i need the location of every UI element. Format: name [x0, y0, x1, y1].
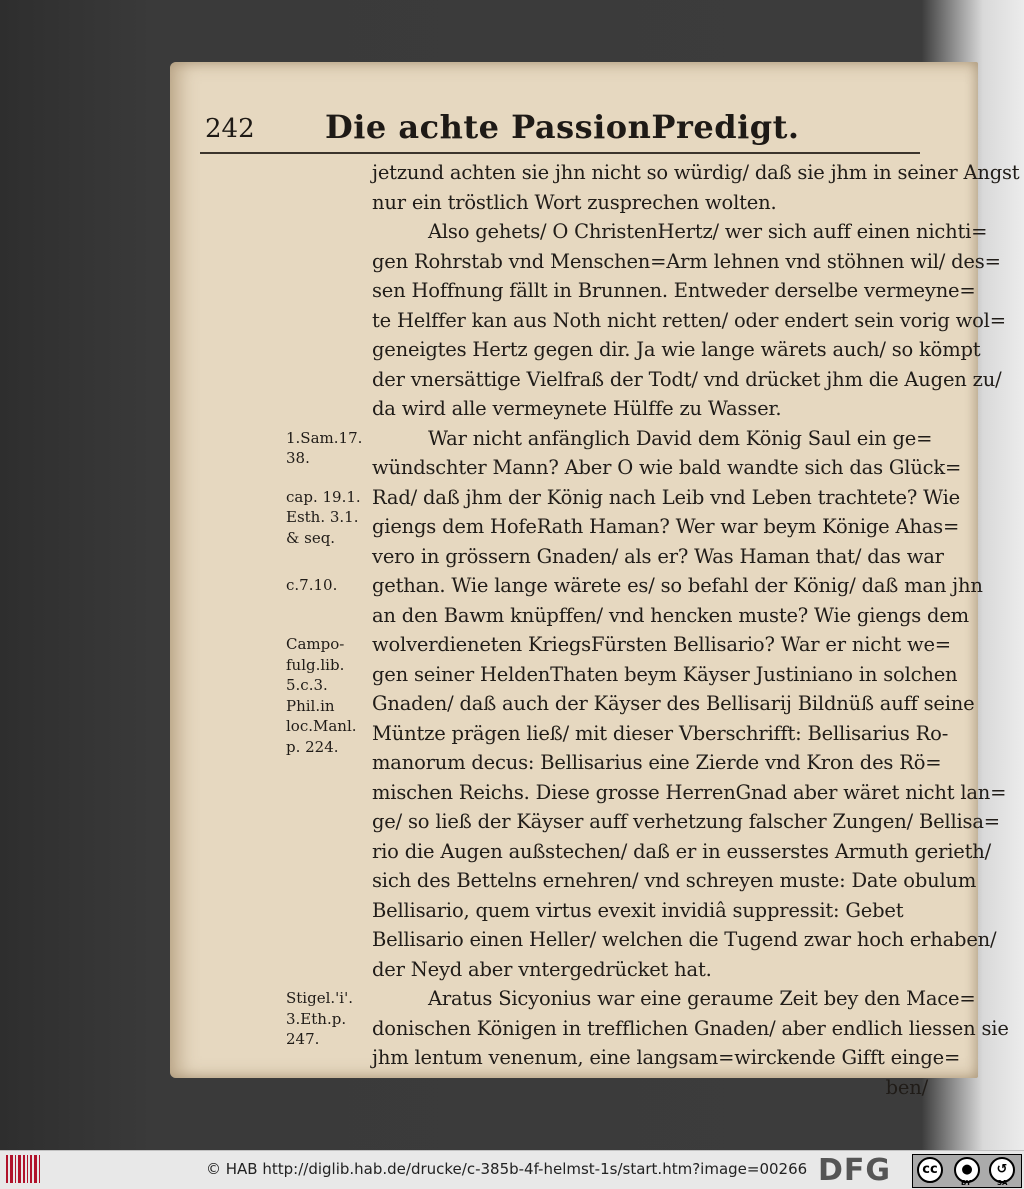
marginal-note-line: Stigel.'i'.	[286, 989, 353, 1007]
by-icon: ●	[954, 1157, 980, 1183]
running-head	[205, 106, 925, 152]
cc-icon: cc	[917, 1157, 943, 1183]
marginal-note	[286, 428, 376, 469]
marginal-note-line: 1.Sam.17.	[286, 428, 363, 447]
text-line: War nicht anfänglich David dem König Saul ein ge=	[428, 426, 933, 450]
text-line: nur ein tröstlich Wort zusprechen wolten.	[372, 190, 777, 214]
marginal-note-line: Esth. 3.1.	[286, 508, 359, 526]
marginal-note-line: 38.	[286, 449, 310, 467]
text-line: wolverdieneten KriegsFürsten Bellisario? War er nicht we=	[372, 633, 951, 656]
dfg-logo: DFG	[818, 1153, 892, 1188]
text-line: gen seiner HeldenThaten beym Käyser Justiniano in solchen	[372, 662, 958, 686]
text-line: jhm lentum venenum, eine langsam=wirckende Gifft einge=	[372, 1046, 961, 1069]
marginal-note	[286, 487, 376, 549]
marginal-note-line: p. 224.	[286, 737, 339, 756]
text-line: an den Bawm knüpffen/ vnd hencken muste? Wie giengs dem	[372, 603, 969, 627]
marginal-note-line: Campo-	[286, 635, 345, 653]
marginal-note-line: 247.	[286, 1030, 320, 1048]
marginal-note-line: Phil.in	[286, 696, 335, 715]
text-line: ge/ so ließ der Käyser auff verhetzung falscher Zungen/ Bellisa=	[372, 810, 1000, 833]
running-title: Die achte PassionPredigt.	[325, 108, 800, 146]
text-line: donischen Königen in trefflichen Gnaden/ aber endlich liessen sie	[372, 1016, 1009, 1040]
text-line: vero in grössern Gnaden/ als er? Was Haman that/ das war	[372, 544, 944, 568]
sa-label: SA	[997, 1179, 1008, 1187]
text-line: rio die Augen außstechen/ daß er in eusserstes Armuth gerieth/	[372, 839, 991, 863]
text-line: Rad/ daß jhm der König nach Leib vnd Leben trachtete? Wie	[372, 485, 960, 509]
text-line: wündschter Mann? Aber O wie bald wandte sich das Glück=	[372, 456, 962, 479]
marginal-note-line: 5.c.3.	[286, 676, 328, 694]
body-text	[372, 158, 1020, 1102]
text-line: Aratus Sicyonius war eine geraume Zeit bey den Mace=	[428, 987, 976, 1010]
text-line: gethan. Wie lange wärete es/ so befahl der König/ daß man jhn	[372, 574, 983, 597]
page-number: 242	[205, 114, 255, 144]
text-line: ben/	[885, 1075, 928, 1099]
marginal-note-line: loc.Manl.	[286, 717, 357, 735]
marginal-note-line: c.7.10.	[286, 576, 338, 594]
text-line: gen Rohrstab vnd Menschen=Arm lehnen vnd stöhnen wil/ des=	[372, 249, 1001, 273]
marginal-note-line: fulg.lib.	[286, 655, 345, 674]
header-rule	[200, 152, 920, 154]
text-line: der Neyd aber vntergedrücket hat.	[372, 957, 712, 981]
marginal-note-line: & seq.	[286, 528, 336, 547]
text-line: Gnaden/ daß auch der Käyser des Bellisarij Bildnüß auff seine	[372, 692, 975, 715]
marginal-note-line: cap. 19.1.	[286, 487, 361, 506]
text-line: mischen Reichs. Diese grosse HerrenGnad aber wäret nicht lan=	[372, 780, 1007, 804]
marginal-note-line: 3.Eth.p.	[286, 1009, 347, 1028]
copyright-link[interactable]: © HAB http://diglib.hab.de/drucke/c-385b-4f-helmst-1s/start.htm?image=00266	[206, 1160, 808, 1178]
text-line: Also gehets/ O ChristenHertz/ wer sich auff einen nichti=	[428, 220, 988, 243]
text-line: Müntze prägen ließ/ mit dieser Vberschrifft: Bellisarius Ro-	[372, 721, 949, 745]
text-line: jetzund achten sie jhn nicht so würdig/ daß sie jhm in seiner Angst	[372, 161, 1020, 184]
library-barcode-logo	[6, 1155, 42, 1183]
text-line: sen Hoffnung fällt in Brunnen. Entweder derselbe vermeyne=	[372, 279, 976, 302]
marginal-note	[286, 634, 376, 757]
by-label: BY	[961, 1179, 972, 1187]
text-line: te Helffer kan aus Noth nicht retten/ oder endert sein vorig wol=	[372, 308, 1006, 332]
text-line: Bellisario einen Heller/ welchen die Tugend zwar hoch erhaben/	[372, 928, 997, 951]
viewer-footer	[0, 1150, 1024, 1189]
text-line: sich des Bettelns ernehren/ vnd schreyen muste: Date obulum	[372, 869, 977, 892]
text-line: der vnersättige Vielfraß der Todt/ vnd drücket jhm die Augen zu/	[372, 367, 1002, 391]
text-line: da wird alle vermeynete Hülffe zu Wasser.	[372, 397, 782, 420]
cc-license-badge[interactable]	[912, 1154, 1022, 1188]
marginal-note	[286, 575, 376, 596]
text-line: Bellisario, quem virtus evexit invidiâ suppressit: Gebet	[372, 898, 904, 922]
sa-icon: ↺	[989, 1157, 1015, 1183]
marginal-note	[286, 988, 376, 1050]
text-line: manorum decus: Bellisarius eine Zierde vnd Kron des Rö=	[372, 751, 942, 774]
text-line: giengs dem HofeRath Haman? Wer war beym Könige Ahas=	[372, 515, 960, 538]
text-line: geneigtes Hertz gegen dir. Ja wie lange wärets auch/ so kömpt	[372, 338, 981, 361]
